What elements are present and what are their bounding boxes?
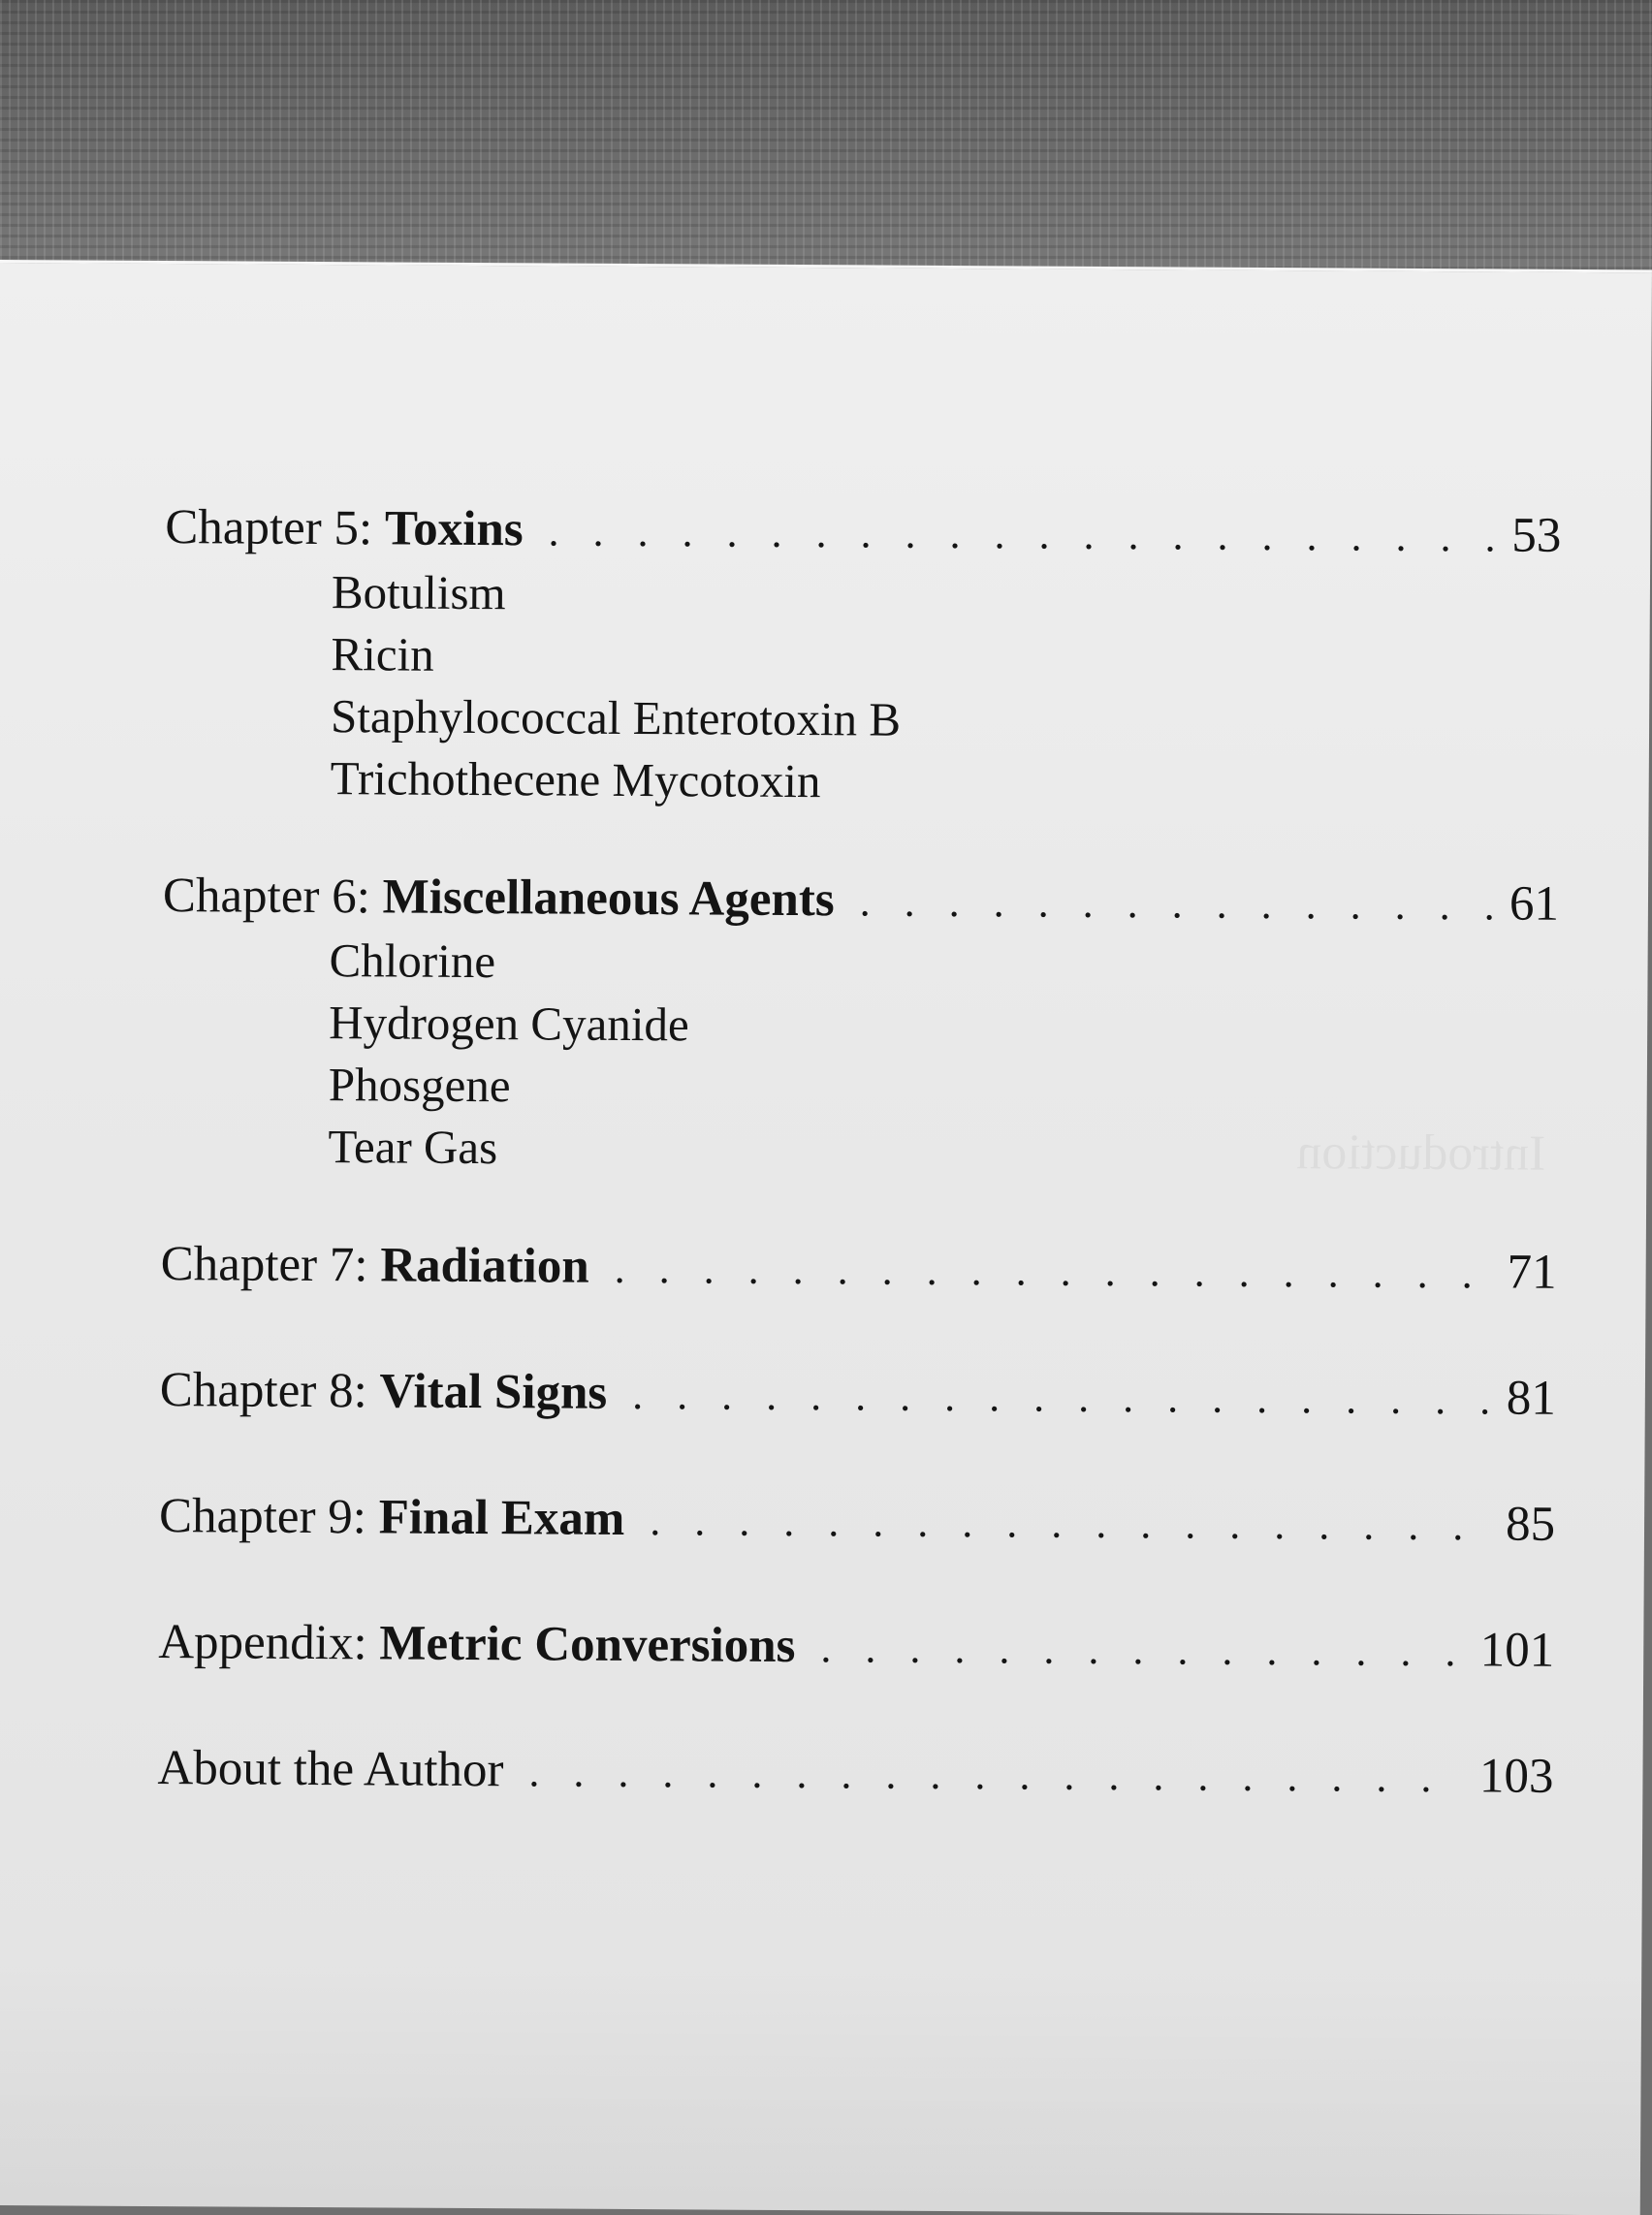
toc-subitem[interactable]: Chlorine [329,933,496,989]
chapter-title: Miscellaneous Agents [382,870,835,928]
page-number: 53 [1511,508,1562,563]
toc-entry-appendix[interactable] [158,1611,1554,1684]
dot-leader [548,500,1498,568]
chapter-label: Chapter 8: [159,1363,367,1419]
show-through-text: Introduction [1296,1124,1546,1182]
chapter-label: Chapter 7: [160,1237,368,1293]
page-number: 85 [1505,1497,1556,1552]
toc-subitem[interactable]: Hydrogen Cyanide [329,996,689,1052]
page-number: 71 [1507,1245,1557,1300]
chapter-title: Toxins [384,501,524,557]
page-number: 61 [1509,876,1560,932]
dot-leader [632,1364,1493,1431]
chapter-label: Chapter 9: [158,1489,367,1545]
table-of-contents [157,496,1561,1810]
toc-subitem[interactable]: Phosgene [328,1058,511,1113]
toc-entry-about-author[interactable] [157,1737,1553,1810]
chapter-label: About the Author [157,1741,504,1798]
subitem-list [328,930,1559,1186]
chapter-label: Chapter 5: [165,500,373,556]
chapter-title: Vital Signs [379,1364,608,1420]
dot-leader [614,1238,1493,1306]
dot-leader [859,870,1496,936]
toc-entry-chapter-7[interactable] [160,1233,1556,1306]
toc-entry-chapter-5[interactable] [165,496,1561,569]
page-number: 103 [1478,1749,1554,1804]
toc-subitem[interactable]: Tear Gas [328,1120,498,1175]
chapter-label: Appendix: [158,1615,367,1671]
chapter-label: Chapter 6: [162,869,371,925]
dot-leader [528,1741,1466,1809]
subitem-list [331,561,1562,817]
chapter-title: Radiation [380,1238,589,1294]
toc-entry-chapter-9[interactable] [159,1485,1555,1558]
chapter-title: Metric Conversions [379,1616,796,1674]
toc-subitem[interactable]: Trichothecene Mycotoxin [330,751,821,808]
toc-entry-chapter-6[interactable] [163,865,1559,937]
toc-entry-chapter-8[interactable] [160,1359,1556,1432]
page-number: 81 [1506,1371,1557,1426]
toc-subitem[interactable]: Staphylococcal Enterotoxin B [330,689,902,746]
book-page [0,260,1652,2215]
toc-subitem[interactable]: Ricin [331,627,434,681]
dot-leader [650,1490,1492,1557]
page-number: 101 [1479,1623,1555,1678]
dot-leader [820,1617,1467,1683]
chapter-title: Final Exam [378,1490,625,1546]
toc-subitem[interactable]: Botulism [331,565,506,620]
fabric-background [0,0,1652,291]
